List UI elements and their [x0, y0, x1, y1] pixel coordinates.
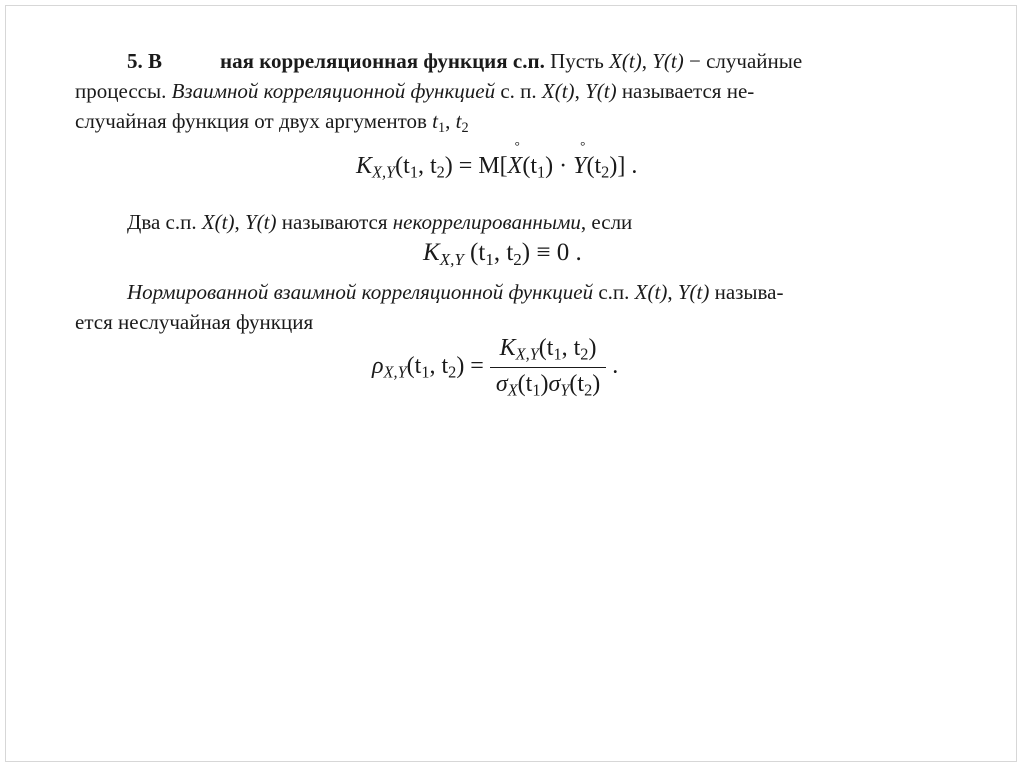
x-args: (t — [522, 153, 537, 179]
formula-period: . — [612, 352, 619, 379]
symbol-k: K — [356, 153, 373, 179]
arg-t1: t — [432, 109, 438, 133]
y-sub: 2 — [601, 162, 610, 182]
num-args: (t — [538, 335, 554, 361]
comma: , — [574, 79, 580, 103]
x-sub: 1 — [537, 162, 546, 182]
sub-1: 1 — [421, 362, 430, 382]
centered-y: ° Y — [573, 154, 586, 178]
symbol-k-sub: X,Y — [439, 249, 464, 269]
num-args-mid: , t — [561, 335, 581, 361]
formula-identical-zero: ) ≡ 0 . — [521, 239, 582, 266]
fraction-denominator — [490, 368, 606, 399]
rho-equals: ) = — [456, 352, 484, 379]
sigma-y-sub: Y — [560, 380, 570, 400]
formula-args: (t — [470, 239, 486, 266]
arg-t1-sub: 1 — [438, 119, 446, 136]
y-args: (t — [586, 153, 602, 179]
symbol-rho: ρ — [372, 352, 384, 379]
sub-1: 1 — [409, 162, 418, 182]
fraction — [490, 336, 606, 399]
comma: , — [234, 210, 240, 234]
term-cross-correlation: Взаимной корреляционной функцией — [171, 79, 496, 103]
text-called: называются — [281, 210, 388, 234]
sub-2: 2 — [436, 162, 445, 182]
sub-1: 1 — [532, 380, 541, 400]
sub-2: 2 — [580, 344, 589, 364]
term-uncorrelated: некоррелированными — [392, 210, 581, 234]
symbol-k-sub: X,Y — [515, 344, 539, 364]
process-y: Y(t) — [652, 49, 684, 73]
x-end: ) · — [545, 153, 568, 179]
process-x: X(t) — [541, 79, 575, 103]
section-heading-end: ная корреляционная функция с.п. — [220, 49, 545, 73]
intro-word: Пусть — [550, 49, 604, 73]
formula-args-mid: , t — [493, 239, 514, 266]
y-end: )] . — [609, 153, 638, 179]
text-sp: с.п. — [598, 280, 630, 304]
centered-x: ° X — [508, 154, 523, 178]
text-if: , если — [580, 210, 633, 234]
text-called: называ- — [714, 280, 784, 304]
sigma-x-sub: X — [507, 380, 518, 400]
formula-equals-m: ) = M[ — [444, 153, 508, 179]
den-args-2: (t — [569, 370, 585, 397]
symbol-sigma-x: σ — [495, 370, 508, 397]
formula-args: (t — [395, 153, 410, 179]
formula-normalized — [372, 336, 618, 399]
sub-2: 2 — [448, 362, 457, 382]
text-processes: процессы. — [75, 79, 167, 103]
process-x: X(t) — [634, 280, 668, 304]
section-heading-start: 5. В — [127, 49, 163, 73]
rho-args: (t — [406, 352, 422, 379]
sub-2: 2 — [584, 380, 593, 400]
text-nonrandom-function: ется неслучайная функция — [75, 310, 314, 334]
symbol-sigma-y: σ — [548, 370, 561, 397]
heading-line — [127, 51, 802, 72]
process-y: Y(t) — [677, 280, 710, 304]
paragraph-normalized-line-2 — [75, 312, 313, 333]
process-y: Y(t) — [245, 210, 277, 234]
rho-args-mid: , t — [429, 352, 449, 379]
symbol-k: K — [499, 335, 516, 361]
sub-1: 1 — [553, 344, 562, 364]
random-label: − случайные — [688, 49, 803, 73]
num-end: ) — [588, 335, 597, 361]
text-two-sp: Два с.п. — [127, 210, 197, 234]
den-args-1-end: ) — [540, 370, 549, 397]
paragraph-uncorrelated — [127, 212, 632, 233]
formula-args-mid: , t — [417, 153, 437, 179]
text-sp: с. п. — [500, 79, 537, 103]
den-args-1: (t — [517, 370, 533, 397]
comma: , — [667, 280, 673, 304]
process-x: X(t) — [201, 210, 235, 234]
den-args-2-end: ) — [592, 370, 601, 397]
process-x: X(t) — [609, 49, 642, 73]
formula-cross-correlation — [356, 154, 637, 181]
sub-2: 2 — [513, 249, 522, 269]
paragraph-line-3: случайная функция от двух аргументов $t_1$, $t_2$ — [75, 109, 469, 136]
sub-1: 1 — [485, 249, 494, 269]
symbol-rho-sub: X,Y — [383, 362, 407, 382]
term-normalized-cross-correlation: Нормированной взаимной корреляционной функцией — [127, 280, 594, 304]
text-nonrandom-function: случайная функция от двух аргументов — [75, 109, 427, 133]
process-y: Y(t) — [585, 79, 617, 103]
paragraph-line-2 — [75, 81, 754, 102]
text-called: называется не- — [621, 79, 755, 103]
comma: , — [641, 49, 647, 73]
symbol-k: K — [423, 239, 440, 266]
symbol-k-sub: X,Y — [372, 162, 396, 182]
formula-uncorrelated — [423, 240, 582, 268]
arg-t2: t — [455, 109, 462, 133]
paragraph-normalized — [127, 282, 784, 303]
fraction-numerator — [490, 336, 606, 368]
arg-t2-sub: 2 — [461, 119, 469, 136]
